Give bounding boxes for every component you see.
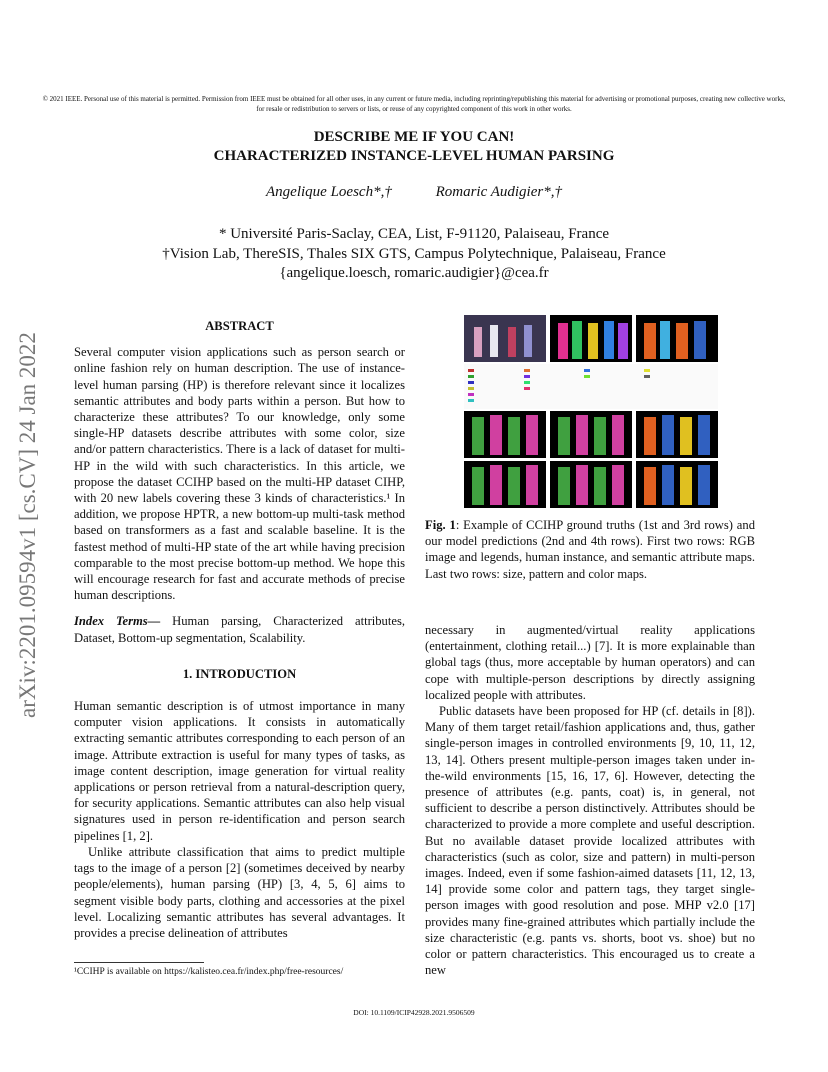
affiliation-2: †Vision Lab, ThereSIS, Thales SIX GTS, Campus Polytechnique, Palaiseau, France	[162, 245, 666, 262]
copyright-notice: © 2021 IEEE. Personal use of this material is permitted. Permission from IEEE must be obtained for all other uses, in any current or future media, including reprinting/republishing this material for advertising or promotional purposes, creating new collective works, for resale or redistribution to servers or lists, or reuse of any copyrighted component of this work in other works.	[42, 95, 786, 113]
affiliation-1: * Université Paris-Saclay, CEA, List, F-91120, Palaiseau, France	[218, 226, 610, 242]
affiliation-email: {angelique.loesch, romaric.audigier}@cea.fr	[279, 265, 549, 281]
arxiv-id: arXiv:2201.09594v1 [cs.CV] 24 Jan 2022	[15, 332, 40, 718]
figure-1-image	[464, 315, 718, 508]
authors	[0, 184, 828, 201]
abstract-text: Several computer vision applications such as person search or online fashion rely on human description. The use of instance-level human parsing (HP) is therefore relevant since it localizes semantic attributes and body parts within a person. But how to characterize these attributes? To our knowledge, only some single-HP datasets describe attributes with some color, size and/or pattern characteristics. There is a lack of dataset for multi-HP in the wild with such characteristics. In this article, we propose the dataset CCIHP based on the multi-HP dataset CIHP, with 20 new labels covering these 3 kinds of characteristics.¹ In addition, we propose HPTR, a new bottom-up multi-task method based on transformers as a fast and scalable baseline. It is the fastest method of multi-HP state of the art while having precision comparable to the most precise bottom-up method. We hope this will encourage research for fast and accurate methods of precise human descriptions.	[74, 345, 405, 603]
paper-title	[0, 128, 828, 166]
intro-continued	[425, 622, 755, 978]
author-1: Angelique Loesch*,†	[266, 184, 392, 200]
title-line-1: DESCRIBE ME IF YOU CAN!	[313, 129, 515, 145]
intro-paragraph-1: Human semantic description is of utmost importance in many computer vision applications. It consists in automatically extracting semantic attributes corresponding to each person of an image. Attribute extraction is useful for many types of tasks, as image content description, image generation for virtual reality applications or person retrieval from a natural-description query, for security applications. Semantic attributes can also help visual signatures used in person re-identification and person search pipelines [1, 2].	[74, 699, 405, 843]
index-terms-text: Human parsing, Characterized attributes, Dataset, Bottom-up segmentation, Scalability.	[74, 614, 405, 645]
right-paragraph-2: Public datasets have been proposed for HP (cf. details in [8]). Many of them target retail/fashion applications and, thus, gather single-person images in controlled environments [9, 10, 11, 12, 13, 14]. Others present multiple-person images taken under in-the-wild environments [15, 16, 17, 6]. However, detecting the presence of attributes (e.g. pants, coat) is, in general, not sufficient to describe a person distinctively. Attributes should be characterized to provide a more complete and useful description. But no available dataset provide localized attributes with characteristics (such as color, size and pattern) in multi-person images. Indeed, even if some fashion-aimed datasets [11, 12, 13, 14] provide some color and pattern tags, they target single-person images with good resolution and pose. MHP v2.0 [17] provides many fine-grained attributes which partially include the size characteristic (e.g. pants vs. shorts, boot vs. shoe) but no color or pattern characteristics. This encouraged us to create a new	[425, 704, 755, 978]
affiliations	[0, 225, 828, 284]
index-terms-label: Index Terms—	[74, 614, 161, 629]
intro-heading: 1. INTRODUCTION	[182, 666, 297, 681]
footnote-rule	[74, 962, 204, 963]
figure-1-label: Fig. 1	[425, 518, 456, 532]
title-line-2: CHARACTERIZED INSTANCE-LEVEL HUMAN PARSING	[213, 148, 615, 164]
arxiv-watermark	[8, 290, 48, 760]
index-terms	[74, 613, 405, 645]
right-paragraph-1: necessary in augmented/virtual reality applications (entertainment, clothing retail...) [7]. It is more explainable than global tags (thus, more acceptable by human operators) and can cope with multiple-person descriptions by directly assigning localized people with attributes.	[425, 623, 755, 702]
abstract-section	[74, 318, 405, 941]
footnote: ¹CCIHP is available on https://kalisteo.cea.fr/index.php/free-resources/	[74, 967, 344, 977]
doi: DOI: 10.1109/ICIP42928.2021.9506509	[353, 1008, 475, 1017]
figure-1-caption	[425, 517, 755, 582]
intro-paragraph-2: Unlike attribute classification that aims to predict multiple tags to the image of a person [2] (sometimes deceived by nearby people/elements), human parsing (HP) [3, 4, 5, 6] aims to segment visible body parts, clothing and accessories at the pixel level. Localizing semantic attributes has several advantages. It provides a precise delineation of attributes	[74, 844, 405, 940]
abstract-heading: ABSTRACT	[205, 319, 274, 333]
figure-1-caption-text: : Example of CCIHP ground truths (1st and 3rd rows) and our model predictions (2nd and 4th rows). First two rows: RGB image and legends, human instance, and semantic attribute maps. Last two rows: size, pattern and color maps.	[425, 518, 755, 581]
author-2: Romaric Audigier*,†	[435, 184, 562, 200]
